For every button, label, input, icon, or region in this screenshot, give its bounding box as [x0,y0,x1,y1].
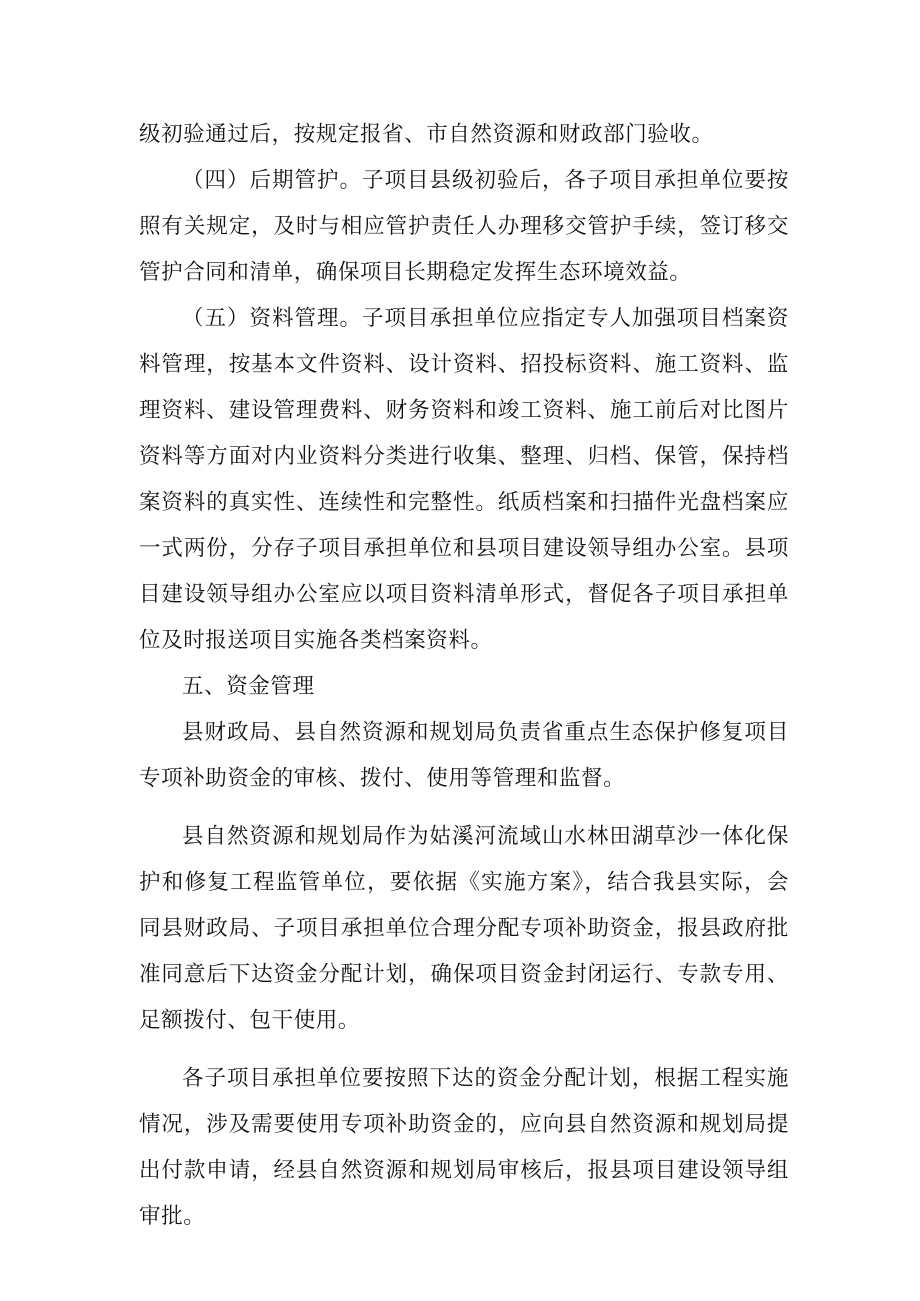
paragraph-continuation: 级初验通过后，按规定报省、市自然资源和财政部门验收。 [139,122,714,147]
paragraph-records-management: （五）资料管理。子项目承担单位应指定专人加强项目档案资料管理，按基本文件资料、设计资料、招投标资料、施工资料、监理资料、建设管理费料、财务资料和竣工资料、施工前后对比图片资料等方面对内业资料分类进行收集、整理、归档、保管，保持档案资料的真实性、连续性和完整性。纸质档案和扫描件光盘档案应一式两份，分存子项目承担单位和县项目建设领导组办公室。县项目建设领导组办公室应以项目资料清单形式，督促各子项目承担单位及时报送项目实施各类档案资料。 [139,306,789,653]
document-body [139,112,789,1240]
paragraph-post-maintenance: （四）后期管护。子项目县级初验后，各子项目承担单位要按照有关规定，及时与相应管护责任人办理移交管护手续，签订移交管护合同和清单，确保项目长期稳定发挥生态环境效益。 [139,168,789,285]
paragraph-payment-application: 各子项目承担单位要按照下达的资金分配计划，根据工程实施情况，涉及需要使用专项补助资金的，应向县自然资源和规划局提出付款申请，经县自然资源和规划局审核后，报县项目建设领导组审批。 [139,1066,789,1229]
paragraph-fund-oversight: 县财政局、县自然资源和规划局负责省重点生态保护修复项目专项补助资金的审核、拨付、使用等管理和监督。 [139,720,789,791]
section-heading-fund-management: 五、资金管理 [182,674,315,699]
paragraph-fund-allocation: 县自然资源和规划局作为姑溪河流域山水林田湖草沙一体化保护和修复工程监管单位，要依据《实施方案》，结合我县实际，会同县财政局、子项目承担单位合理分配专项补助资金，报县政府批准同意后下达资金分配计划，确保项目资金封闭运行、专款专用、足额拨付、包干使用。 [139,824,789,1033]
